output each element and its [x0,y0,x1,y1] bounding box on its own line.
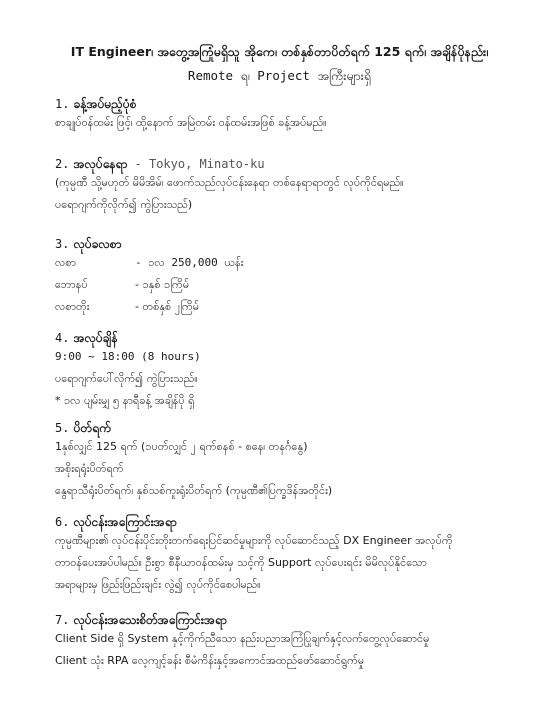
section-number: 2. [55,157,70,171]
bonus-value: - ၁နှစ် ၁ကြိမ် [135,278,190,291]
section-heading [55,96,535,112]
section-holidays [55,420,535,502]
section-business-content [55,514,535,596]
section-heading [55,514,535,530]
salary-label: လစာ [55,256,77,269]
section-work-location [55,156,535,216]
section-title: လုပ်ငန်းအသေးစိတ်အကြောင်းအရာ [73,613,227,627]
details-line-1: Client Side ရှိ System နှင့်ကိုက်ညီသော နည်းပညာအကြံပြုချက်နှင့်လက်တွေ့လုပ်ဆောင်မှု [55,632,430,645]
salary-row-monthly [55,252,535,274]
section-salary [55,236,535,318]
section-number: 5. [55,421,70,435]
salary-row-bonus [55,274,535,296]
section-heading [55,612,535,628]
bonus-label: ဘောနပ် [55,278,88,291]
raise-label: လစာတိုး [55,300,90,313]
overtime-note: * ၁လ ပျမ်းမျှ ၅ နာရီခန့် အချိန်ပို ရှိ [55,394,195,407]
section-business-details [55,612,535,672]
location-value: - Tokyo, Minato-ku [127,157,265,171]
section-title: ခန့်အပ်မည့်ပုံစံ [73,97,137,111]
section-employment-type [55,96,535,134]
title-line-1: IT Engineer၊ အတွေ့အကြုံမရှိသူ အိုကေ၊ တစ်နှစ်တာပိတ်ရက် 125 ရက်၊ အချိန်ပိုနည်း၊ [70,44,489,59]
section-title: လုပ်ခလစာ [73,237,122,251]
holidays-line-1: 1နှစ်လျှင် 125 ရက် (၁ပတ်လျှင် ၂ ရက်စနစ် - စနေ၊ တနင်္ဂနွေ) [55,440,308,453]
section-number: 4. [55,331,70,345]
details-line-2: Client သုံး RPA လေ့ကျင့်ခန်း စီမံကိန်းနှင့်အကောင်အထည်ဖော်ဆောင်ရွက်မှု [55,654,365,667]
section-title: အလုပ်ချိန် [73,331,118,345]
business-line-2: တာဝန်ပေးအပ်ပါမည်။ ဦးစွာ စီနီယာဝန်ထမ်းမှ သင့်ကို Support လုပ်ပေးရင်း မိမိလုပ်နိုင်သော [55,556,427,569]
section-number: 6. [55,515,70,529]
title-line-2: Remote ရ၊ Project အကြီးများရှိ [187,68,372,83]
section-title: အလုပ်နေရာ [73,157,128,171]
section-title: ပိတ်ရက် [73,421,111,435]
salary-value: - ၁လ 250,000 ယန်း [135,256,244,269]
section-number: 3. [55,237,70,251]
section-heading [55,330,535,346]
employment-text: စာချုပ်ဝန်ထမ်း ဖြင့်၊ ထို့နောက် အမြဲတမ်း ဝန်ထမ်းအဖြစ် ခန့်အပ်မည်။ [55,116,327,129]
section-heading [55,420,535,436]
location-line-2: ပရောဂျက်ကိုလိုက်၍ ကွဲပြားသည်) [55,198,193,211]
section-title: လုပ်ငန်းအကြောင်းအရာ [73,515,177,529]
holidays-line-2: အစိုးရရုံးပိတ်ရက် [55,462,124,475]
section-heading [55,156,535,172]
holidays-line-3: နွေရာသီရုံးပိတ်ရက်၊ နှစ်သစ်ကူးရုံးပိတ်ရက် (ကုမ္ပဏီ၏ပြက္ခဒိန်အတိုင်း) [55,484,333,497]
section-number: 7. [55,613,70,627]
location-line-1: (ကုမ္ပဏီ သို့မဟုတ် မိမိအိမ်၊ ဖောက်သည်လုပ်ငန်းနေရာ တစ်နေရာရာတွင် လုပ်ကိုင်ရမည်။ [55,176,404,189]
salary-row-raise [55,296,535,318]
section-working-hours [55,330,535,412]
hours-range: 9:00 ~ 18:00 (8 hours) [55,350,201,363]
section-heading [55,236,535,252]
hours-note: ပရောဂျက်ပေါ်လိုက်၍ ကွဲပြားသည်။ [55,372,198,385]
document-title [30,40,529,88]
business-line-1: ကုမ္ပဏီများ၏ လုပ်ငန်းပိုင်းတိုးတက်ရေးပြင်ဆင်မှုများကို လုပ်ဆောင်သည့် DX Engineer အလုပ်ကို [55,534,453,547]
business-line-3: အရာများမှ ဖြည်းဖြည်းချင်း လွဲ၍ လုပ်ကိုင်စေပါမည်။ [55,578,261,591]
raise-value: - တစ်နှစ် ၂ကြိမ် [135,300,200,313]
section-number: 1. [55,97,70,111]
